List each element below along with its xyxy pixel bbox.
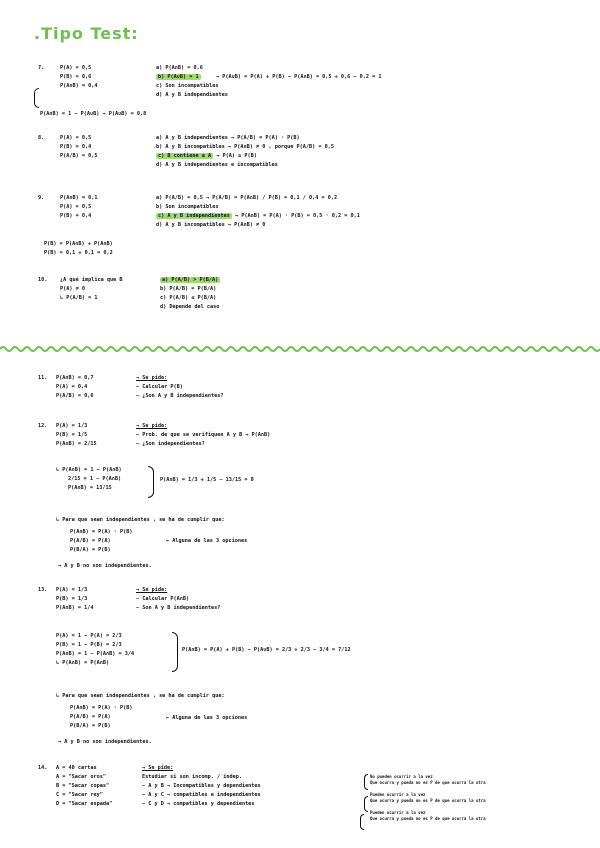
given-item: P(A) = 1/3 [56, 587, 88, 593]
option-list [160, 278, 220, 314]
given-item: P(A∩B) = 2/15 [56, 441, 97, 447]
question-number: 14. [38, 765, 48, 771]
question-number: 9. [38, 195, 45, 201]
indep-item: P(A∩B) = P(A) · P(B) [70, 529, 133, 535]
note-line: Pueden ocurrir a la vez [370, 792, 426, 797]
given-list [60, 66, 97, 93]
option-c-correct: c) B contiene a A [158, 153, 212, 159]
option-b: b) Son incompatibles [156, 204, 219, 210]
indep-item: P(B/A) = P(B) [70, 723, 111, 729]
request-item: − Calcular P(A∩B) [136, 596, 190, 602]
given-item: C = "Sacar rey" [56, 792, 103, 798]
option-c: c) Son incompatibles [156, 83, 219, 89]
given-item: P(A∩B) = 0,4 [60, 83, 98, 89]
given-item: P(A/B) = 0,5 [60, 153, 98, 159]
given-item: P(A) = 0,4 [56, 384, 88, 390]
calc-line: P(A∩B) = 13/15 [68, 485, 112, 491]
given-item: D = "Sacar espada" [56, 801, 113, 807]
working: → P(A∪B) = P(A) + P(B) − P(A∩B) = 0,5 + 0,6 − 0,2 = 1 [216, 74, 382, 80]
request-item: − Calcular P(B) [136, 384, 183, 390]
option-d: d) Depende del caso [160, 304, 220, 310]
request-list [142, 766, 261, 811]
working: → P(A∩B) = P(A) · P(B) = 0,5 · 0,2 = 0,1 [234, 213, 360, 219]
request-item: − A y C → compatibles e independientes [142, 792, 261, 798]
page-title: .Tipo Test: [34, 24, 139, 43]
bracket [148, 466, 154, 498]
conclusion: → A y B no son independientes. [58, 739, 152, 745]
given-list [56, 766, 112, 811]
note-line: P(B) = 0,1 + 0,1 = 0,2 [44, 250, 113, 256]
given-item: P(A∩B) = 0,7 [56, 375, 94, 381]
given-item: P(A) ≠ 0 [60, 286, 85, 292]
given-item: P(A/B) = 0,6 [56, 393, 94, 399]
given-item: P(A) = 1/3 [56, 423, 88, 429]
given-list [56, 424, 97, 451]
calc-line: P(B) = 1 − P(B) = 2/3 [56, 642, 122, 648]
request-list [136, 376, 223, 403]
note: P(A∩B) = 1 − P(A∪B) → P(A∪B) = 0,8 [40, 111, 147, 117]
bracket [360, 814, 364, 830]
option-b: b) A y B incompatibles [156, 144, 225, 150]
given-item: ↳ P(A/B) = 1 [60, 295, 98, 301]
option-list [156, 196, 360, 232]
given-list [60, 196, 97, 223]
indep-item: P(A/B) = P(A) [70, 538, 111, 544]
calc-line: ↳ P(A∩B) = P(A∩B) [56, 660, 110, 666]
working: → P(A∩B) ≠ 0 , porque P(A/B) = 0,5 [227, 144, 335, 150]
option-d: d) A y B incompatibles [156, 222, 225, 228]
note-line: No pueden ocurrir a la vez [370, 774, 433, 779]
request-heading: → Se pide: [136, 375, 168, 381]
given-item: P(B) = 1/3 [56, 596, 88, 602]
given-item: P(B) = 0,4 [60, 144, 92, 150]
indep-list [70, 530, 132, 557]
option-b: b) P(A/B) = P(B/A) [160, 286, 217, 292]
option-c: c) P(A/B) ≤ P(B/A) [160, 295, 217, 301]
request-item: − Son A y B independientes? [136, 605, 221, 611]
question-number: 7. [38, 65, 45, 71]
indep-item: P(A∩B) = P(A) · P(B) [70, 705, 133, 711]
note-line: Que ocurra y pueda no es P de que ocurra la otra [370, 798, 486, 803]
indep-list [70, 706, 132, 733]
question-number: 10. [38, 277, 48, 283]
option-a: a) P(A∩B) = 0,6 [156, 65, 203, 71]
bracket [172, 632, 178, 672]
bracket [364, 774, 368, 790]
calc-line: P(A∩B) = 1 − P(A∩B) = 3/4 [56, 651, 135, 657]
request-heading: → Se pide: [142, 765, 174, 771]
working: → P(A) ≥ P(B) [216, 153, 257, 159]
given-item: P(A∩B) = 1/4 [56, 605, 94, 611]
option-b-correct: b) P(A∪B) = 1 [158, 74, 199, 80]
calc-list [56, 634, 134, 670]
indep-item: P(B/A) = P(B) [70, 547, 111, 553]
calc-line: P(A) = 1 − P(A) = 2/3 [56, 633, 122, 639]
indep-note: ← Alguna de las 3 opciones [166, 715, 248, 721]
result: P(A∩B) = P(A) + P(B) − P(A∪B) = 2/3 + 2/3 − 3/4 = 7/12 [182, 647, 351, 653]
given-item: A = 40 cartas [56, 765, 97, 771]
option-a-correct: a) P(A/B) > P(B/A) [162, 277, 219, 283]
given-item: P(A) = 0,5 [60, 135, 92, 141]
note-line: Que ocurra y pueda no es P de que ocurra la otra [370, 816, 486, 821]
question-text: ¿A qué implica que B [60, 277, 123, 283]
given-item: P(B) = 0,6 [60, 74, 92, 80]
option-a: a) P(A/B) = 0,5 [156, 195, 203, 201]
given-item: A = "Sacar oros" [56, 774, 106, 780]
request-item: − Prob. de que se verifiquen A y B → P(A∩B) [136, 432, 271, 438]
request-heading: → Se pide: [136, 423, 168, 429]
question-number: 8. [38, 135, 45, 141]
request-list [136, 424, 270, 451]
question-number: 12. [38, 423, 48, 429]
request-list [136, 588, 220, 615]
given-list [60, 136, 97, 163]
bracket [364, 796, 368, 812]
given-list [56, 588, 93, 615]
option-d: d) A y B independientes [156, 92, 228, 98]
note-line: Que ocurra y pueda no es P de que ocurra la otra [370, 780, 486, 785]
indep-intro: ↳ Para que sean independientes , se ha de cumplir que: [56, 517, 225, 523]
result: P(A∩B) = 1/3 + 1/5 − 13/15 = 0 [160, 477, 254, 483]
working: → P(A∩B) ≠ 0 [227, 222, 266, 228]
wavy-divider [0, 344, 600, 354]
conclusion: → A y B no son independientes. [58, 563, 152, 569]
indep-intro: ↳ Para que sean independientes , se ha de cumplir que: [56, 693, 225, 699]
indep-note: ← Alguna de las 3 opciones [166, 538, 248, 544]
given-item: P(A∩B) = 0,1 [60, 195, 98, 201]
given-item: P(B) = 1/5 [56, 432, 88, 438]
calc-list [56, 468, 122, 495]
question-number: 13. [38, 587, 48, 593]
indep-item: P(A/B) = P(A) [70, 714, 111, 720]
option-list [156, 136, 334, 172]
given-item: B = "Sacar copas" [56, 783, 110, 789]
request-item: − ¿Son independientes? [136, 441, 205, 447]
note-line: Pueden ocurrir a la vez [370, 810, 426, 815]
option-c-correct: c) A y B independientes [158, 213, 230, 219]
calc-line: ↳ P(A∩B) = 1 − P(A∩B) [56, 467, 122, 473]
working: → P(A/B) = P(A) · P(B) [230, 135, 300, 141]
given-list [60, 287, 97, 305]
given-item: P(B) = 0,4 [60, 213, 92, 219]
request-heading: → Se pide: [136, 587, 168, 593]
note [44, 242, 113, 260]
question-number: 11. [38, 375, 48, 381]
working: → P(A/B) = P(A∩B) / P(B) = 0,1 / 0,4 = 0,2 [205, 195, 338, 201]
request-item: Estudiar si son incomp. / indep. [142, 774, 242, 780]
given-item: P(A) = 0,5 [60, 65, 92, 71]
given-list [56, 376, 93, 403]
bracket [34, 88, 39, 108]
option-a: a) A y B independientes [156, 135, 228, 141]
request-item: − ¿Son A y B independientes? [136, 393, 224, 399]
request-item: − A y B → Incompatibles y dependientes [142, 783, 261, 789]
note-line: P(B) = P(A∩B) + P(A∩B) [44, 241, 113, 247]
calc-line: 2/15 = 1 − P(A∩B) [68, 476, 122, 482]
option-list [156, 66, 228, 102]
option-d: d) A y B independientes e incompatibles [156, 162, 278, 168]
given-item: P(A) = 0,5 [60, 204, 92, 210]
request-item: − C y D → compatibles y dependientes [142, 801, 255, 807]
notes [370, 775, 486, 823]
